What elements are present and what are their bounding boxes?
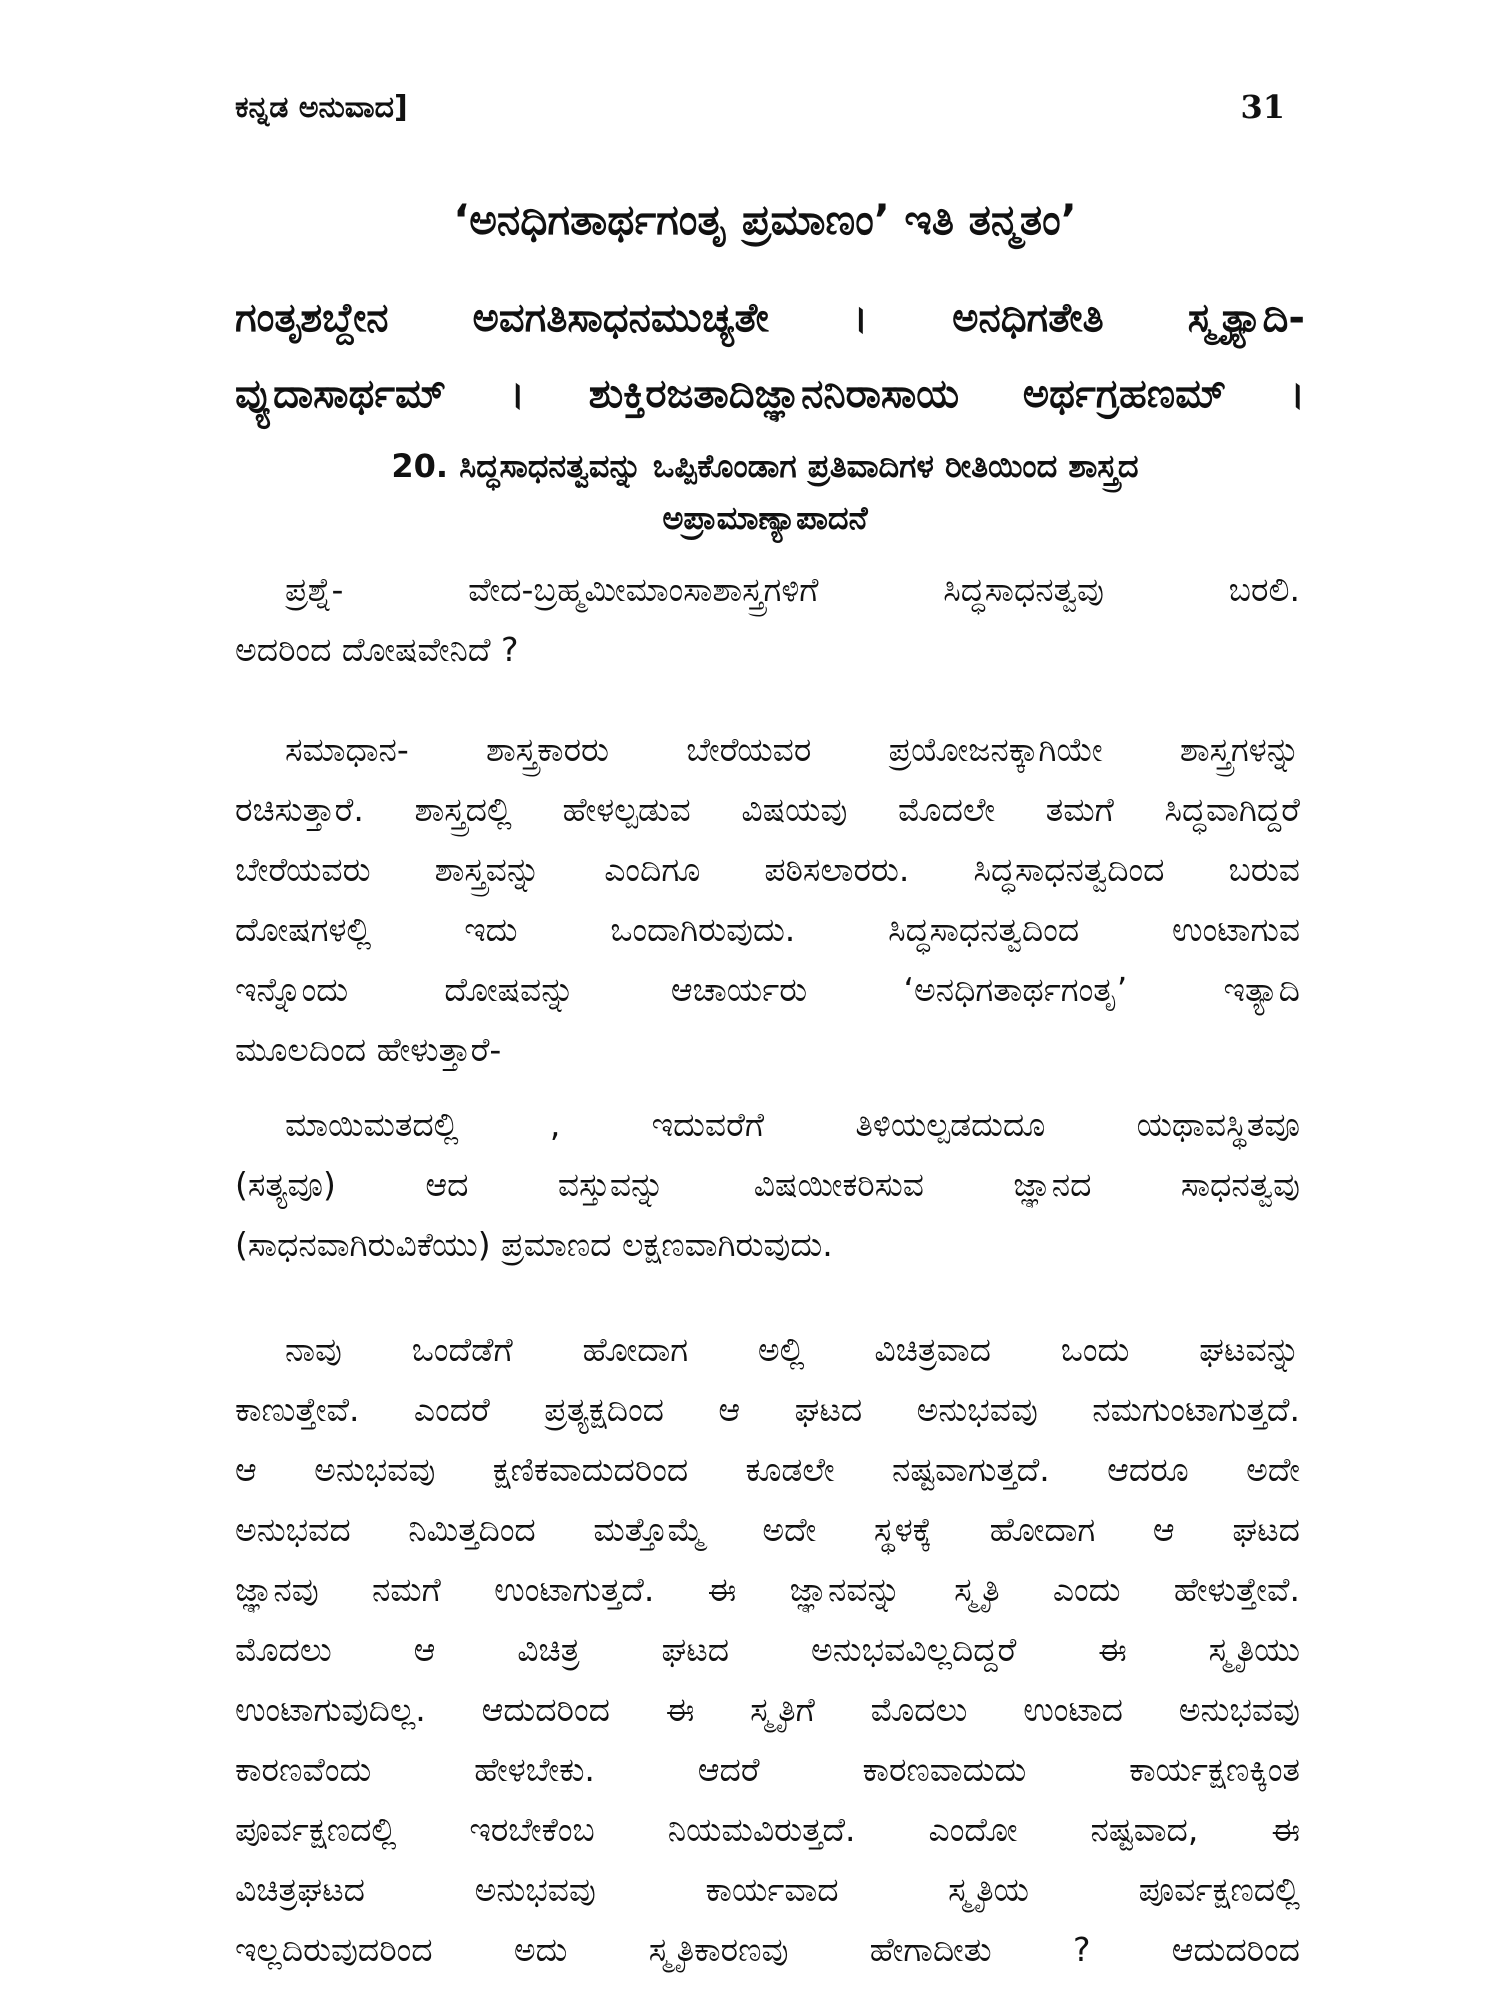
- paragraph-answer: [235, 720, 1300, 1080]
- paragraph-line: ದೋಷಗಳಲ್ಲಿ ಇದು ಒಂದಾಗಿರುವುದು. ಸಿದ್ಧಸಾಧನತ್ವದಿಂದ ಉಂಟಾಗುವ: [235, 910, 1300, 949]
- paragraph-line: ಪ್ರಶ್ನೆ- ವೇದ-ಬ್ರಹ್ಮಮೀಮಾಂಸಾಶಾಸ್ತ್ರಗಳಿಗೆ ಸಿದ್ಧಸಾಧನತ್ವವು ಬರಲಿ.: [285, 570, 1300, 609]
- paragraph-line: ಕಾಣುತ್ತೇವೆ. ಎಂದರೆ ಪ್ರತ್ಯಕ್ಷದಿಂದ ಆ ಘಟದ ಅನುಭವವು ನಮಗುಂಟಾಗುತ್ತದೆ.: [235, 1390, 1300, 1429]
- paragraph-mayimata: [235, 1095, 1300, 1275]
- section-heading: [240, 440, 1290, 544]
- paragraph-line: ಬೇರೆಯವರು ಶಾಸ್ತ್ರವನ್ನು ಎಂದಿಗೂ ಪಠಿಸಲಾರರು. ಸಿದ್ಧಸಾಧನತ್ವದಿಂದ ಬರುವ: [235, 850, 1300, 889]
- sanskrit-verse: [235, 280, 1305, 432]
- running-title: ಕನ್ನಡ ಅನುವಾದ]: [235, 90, 408, 125]
- sanskrit-line: ಗಂತೃಶಬ್ದೇನ ಅವಗತಿಸಾಧನಮುಚ್ಯತೇ । ಅನಧಿಗತೇತಿ ಸ್ಮೃತ್ಯಾದಿ-: [235, 295, 1305, 341]
- paragraph-line: ಇಲ್ಲದಿರುವುದರಿಂದ ಅದು ಸ್ಮೃತಿಕಾರಣವು ಹೇಗಾದೀತು ? ಆದುದರಿಂದ: [235, 1930, 1300, 1969]
- paragraph-line: ಅದರಿಂದ ದೋಷವೇನಿದೆ ?: [235, 630, 519, 669]
- paragraph-line: ಸಮಾಧಾನ- ಶಾಸ್ತ್ರಕಾರರು ಬೇರೆಯವರ ಪ್ರಯೋಜನಕ್ಕಾಗಿಯೇ ಶಾಸ್ತ್ರಗಳನ್ನು: [285, 730, 1300, 769]
- paragraph-line: ಮಾಯಿಮತದಲ್ಲಿ , ಇದುವರೆಗೆ ತಿಳಿಯಲ್ಪಡದುದೂ ಯಥಾವಸ್ಥಿತವೂ: [285, 1105, 1300, 1144]
- paragraph-line: ಪೂರ್ವಕ್ಷಣದಲ್ಲಿ ಇರಬೇಕೆಂಬ ನಿಯಮವಿರುತ್ತದೆ. ಎಂದೋ ನಷ್ಟವಾದ, ಈ: [235, 1810, 1300, 1849]
- paragraph-line: ವಿಚಿತ್ರಘಟದ ಅನುಭವವು ಕಾರ್ಯವಾದ ಸ್ಮೃತಿಯ ಪೂರ್ವಕ್ಷಣದಲ್ಲಿ: [235, 1870, 1300, 1909]
- paragraph-line: ಇನ್ನೊಂದು ದೋಷವನ್ನು ಆಚಾರ್ಯರು ‘ಅನಧಿಗತಾರ್ಥಗಂತೃ’ ಇತ್ಯಾದಿ: [235, 970, 1300, 1009]
- section-heading-line: 20. ಸಿದ್ಧಸಾಧನತ್ವವನ್ನು ಒಪ್ಪಿಕೊಂಡಾಗ ಪ್ರತಿವಾದಿಗಳ ರೀತಿಯಿಂದ ಶಾಸ್ತ್ರದ: [391, 447, 1139, 485]
- paragraph-line: ಮೊದಲು ಆ ವಿಚಿತ್ರ ಘಟದ ಅನುಭವವಿಲ್ಲದಿದ್ದರೆ ಈ ಸ್ಮೃತಿಯು: [235, 1630, 1300, 1669]
- paragraph-line: ಆ ಅನುಭವವು ಕ್ಷಣಿಕವಾದುದರಿಂದ ಕೂಡಲೇ ನಷ್ಟವಾಗುತ್ತದೆ. ಆದರೂ ಅದೇ: [235, 1450, 1300, 1489]
- page-number: 31: [1240, 88, 1285, 126]
- sanskrit-title: ‘ಅನಧಿಗತಾರ್ಥಗಂತೃ ಪ್ರಮಾಣಂ’ ಇತಿ ತನ್ಮತಂ’: [453, 195, 1077, 244]
- paragraph-line: ಜ್ಞಾನವು ನಮಗೆ ಉಂಟಾಗುತ್ತದೆ. ಈ ಜ್ಞಾನವನ್ನು ಸ್ಮೃತಿ ಎಂದು ಹೇಳುತ್ತೇವೆ.: [235, 1570, 1300, 1609]
- paragraph-line: (ಸತ್ಯವೂ) ಆದ ವಸ್ತುವನ್ನು ವಿಷಯೀಕರಿಸುವ ಜ್ಞಾನದ ಸಾಧನತ್ವವು: [235, 1165, 1300, 1204]
- paragraph-line: ನಾವು ಒಂದೆಡೆಗೆ ಹೋದಾಗ ಅಲ್ಲಿ ವಿಚಿತ್ರವಾದ ಒಂದು ಘಟವನ್ನು: [285, 1330, 1300, 1369]
- paragraph-line: ಕಾರಣವೆಂದು ಹೇಳಬೇಕು. ಆದರೆ ಕಾರಣವಾದುದು ಕಾರ್ಯಕ್ಷಣಕ್ಕಿಂತ: [235, 1750, 1300, 1789]
- sanskrit-line: ವ್ಯುದಾಸಾರ್ಥಮ್ । ಶುಕ್ತಿರಜತಾದಿಜ್ಞಾನನಿರಾಸಾಯ ಅರ್ಥಗ್ರಹಣಮ್ ।: [235, 371, 1305, 417]
- paragraph-example: [235, 1320, 1300, 1980]
- paragraph-line: ಮೂಲದಿಂದ ಹೇಳುತ್ತಾರೆ-: [235, 1030, 502, 1069]
- paragraph-line: ಉಂಟಾಗುವುದಿಲ್ಲ. ಆದುದರಿಂದ ಈ ಸ್ಮೃತಿಗೆ ಮೊದಲು ಉಂಟಾದ ಅನುಭವವು: [235, 1690, 1300, 1729]
- section-heading-line: ಅಪ್ರಾಮಾಣ್ಯಾಪಾದನೆ: [662, 499, 868, 537]
- paragraph-line: (ಸಾಧನವಾಗಿರುವಿಕೆಯು) ಪ್ರಮಾಣದ ಲಕ್ಷಣವಾಗಿರುವುದು.: [235, 1225, 833, 1264]
- paragraph-question: [235, 560, 1300, 680]
- paragraph-line: ಅನುಭವದ ನಿಮಿತ್ತದಿಂದ ಮತ್ತೊಮ್ಮೆ ಅದೇ ಸ್ಥಳಕ್ಕೆ ಹೋದಾಗ ಆ ಘಟದ: [235, 1510, 1300, 1549]
- paragraph-line: ರಚಿಸುತ್ತಾರೆ. ಶಾಸ್ತ್ರದಲ್ಲಿ ಹೇಳಲ್ಪಡುವ ವಿಷಯವು ಮೊದಲೇ ತಮಗೆ ಸಿದ್ಧವಾಗಿದ್ದರೆ: [235, 790, 1300, 829]
